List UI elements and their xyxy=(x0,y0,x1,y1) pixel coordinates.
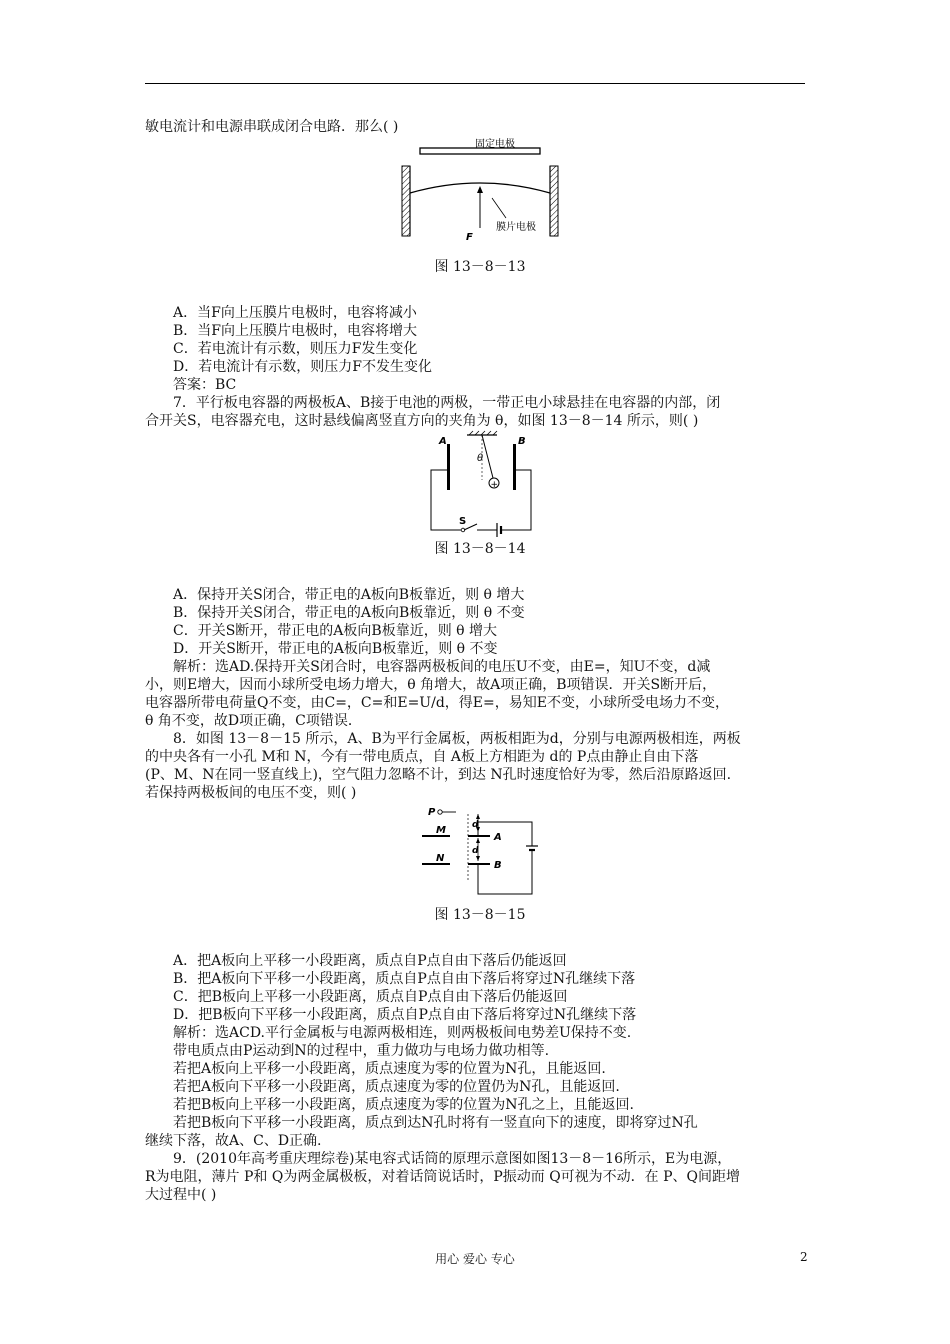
distance-d-upper: d xyxy=(472,820,479,830)
q6-option-d: D．若电流计有示数，则压力F不发生变化 xyxy=(173,359,432,375)
point-p xyxy=(438,810,442,814)
parallel-plates-diagram xyxy=(420,806,540,906)
q8-stem-3: (P、M、N在同一竖直线上)，空气阻力忽略不计，到达 N孔时速度恰好为零，然后沿原路返回. xyxy=(145,767,732,783)
q6-answer: 答案：BC xyxy=(173,377,237,393)
q8-option-d: D．把B板向下平移一小段距离，质点自P点自由下落后将穿过N孔继续下落 xyxy=(173,1007,637,1023)
switch-label: S xyxy=(459,516,467,527)
q7-option-a: A．保持开关S闭合，带正电的A板向B板靠近，则 θ 增大 xyxy=(173,587,525,603)
page-number: 2 xyxy=(800,1250,808,1264)
left-wall xyxy=(402,166,410,236)
caption-13-8-13: 图 13－8－13 xyxy=(434,259,526,275)
plate-a-label: A xyxy=(494,832,502,843)
q8-stem-2: 的中央各有一小孔 M和 N，今有一带电质点，自 A板上方相距为 d的 P点由静止自由下落 xyxy=(145,749,699,765)
q8-stem-1: 8．如图 13－8－15 所示，A、B为平行金属板，两板相距为d，分别与电源两极相连，两板 xyxy=(173,731,741,747)
q8-analysis-7: 继续下落，故A、C、D正确. xyxy=(145,1133,322,1149)
q7-option-d: D．开关S断开，带正电的A板向B板靠近，则 θ 不变 xyxy=(173,641,498,657)
figure-13-8-15 xyxy=(420,806,540,906)
q8-analysis-2: 带电质点由P运动到N的过程中，重力做功与电场力做功相等. xyxy=(173,1043,550,1059)
q8-option-b: B．把A板向下平移一小段距离，质点自P点自由下落后将穿过N孔继续下落 xyxy=(173,971,636,987)
page-footer: 用心 爱心 专心 xyxy=(435,1252,515,1266)
plate-n-label: N xyxy=(436,853,445,864)
header-rule xyxy=(145,83,805,84)
plate-a-label: A xyxy=(439,436,447,447)
membrane-label: 膜片电极 xyxy=(496,222,536,233)
plate-m-label: M xyxy=(436,825,446,836)
q8-option-a: A．把A板向上平移一小段距离，质点自P点自由下落后仍能返回 xyxy=(173,953,567,969)
figure-13-8-13 xyxy=(380,138,580,258)
intro-line: 敏电流计和电源串联成闭合电路．那么( ) xyxy=(145,119,399,135)
q8-option-c: C．把B板向上平移一小段距离，质点自P点自由下落后仍能返回 xyxy=(173,989,568,1005)
plus-sign: + xyxy=(490,480,499,490)
q7-analysis-1: 解析：选AD.保持开关S闭合时，电容器两极板间的电压U不变，由E=，知U不变，d减 xyxy=(173,659,711,675)
q8-stem-4: 若保持两极板间的电压不变，则( ) xyxy=(145,785,357,801)
q7-analysis-4: θ 角不变，故D项正确，C项错误． xyxy=(145,713,362,729)
plate-b xyxy=(513,444,516,490)
distance-d-lower: d xyxy=(472,846,479,856)
right-wall xyxy=(550,166,558,236)
plate-a xyxy=(447,444,450,490)
caption-13-8-14: 图 13－8－14 xyxy=(434,541,526,557)
q7-stem-1: 7．平行板电容器的两极板A、B接于电池的两极，一带正电小球悬挂在电容器的内部，闭 xyxy=(173,395,721,411)
q8-analysis-5: 若把B板向上平移一小段距离，质点速度为零的位置为N孔之上，且能返回. xyxy=(173,1097,634,1113)
fixed-electrode-label: 固定电极 xyxy=(475,139,515,150)
q8-analysis-6: 若把B板向下平移一小段距离，质点到达N孔时将有一竖直向下的速度，即将穿过N孔 xyxy=(173,1115,698,1131)
q6-option-b: B．当F向上压膜片电极时，电容将增大 xyxy=(173,323,418,339)
plate-b-label: B xyxy=(518,436,526,447)
q8-analysis-4: 若把A板向下平移一小段距离，质点速度为零的位置仍为N孔，且能返回. xyxy=(173,1079,620,1095)
capacitor-pendulum-diagram xyxy=(425,430,535,540)
q7-option-c: C．开关S断开，带正电的A板向B板靠近，则 θ 增大 xyxy=(173,623,498,639)
suspension-thread xyxy=(482,435,493,478)
plate-b-label: B xyxy=(494,860,502,871)
theta-label: θ xyxy=(477,453,484,464)
q6-option-c: C．若电流计有示数，则压力F发生变化 xyxy=(173,341,418,357)
figure-13-8-14 xyxy=(425,430,535,540)
q7-option-b: B．保持开关S闭合，带正电的A板向B板靠近，则 θ 不变 xyxy=(173,605,525,621)
q7-stem-2: 合开关S，电容器充电，这时悬线偏离竖直方向的夹角为 θ，如图 13－8－14 所示，则( ) xyxy=(145,413,699,429)
q6-option-a: A．当F向上压膜片电极时，电容将减小 xyxy=(173,305,417,321)
document-body xyxy=(145,118,815,1204)
caption-13-8-15: 图 13－8－15 xyxy=(434,907,526,923)
q8-analysis-3: 若把A板向上平移一小段距离，质点速度为零的位置为N孔，且能返回. xyxy=(173,1061,606,1077)
q7-analysis-2: 小，则E增大，因而小球所受电场力增大，θ 角增大，故A项正确，B项错误．开关S断开后， xyxy=(145,677,717,693)
q9-stem-2: R为电阻，薄片 P和 Q为两金属极板，对着话筒说话时，P振动而 Q可视为不动．在 P、Q间距增 xyxy=(145,1169,741,1185)
q8-analysis-1: 解析：选ACD.平行金属板与电源两极相连，则两极板间电势差U保持不变. xyxy=(173,1025,632,1041)
q9-stem-1: 9．(2010年高考重庆理综卷)某电容式话筒的原理示意图如图13－8－16所示，E为电源， xyxy=(173,1151,732,1167)
q7-analysis-3: 电容器所带电荷量Q不变，由C=，C=和E=U/d，得E=，易知E不变，小球所受电场力不变， xyxy=(145,695,729,711)
force-label: F xyxy=(466,232,473,243)
q9-stem-3: 大过程中( ) xyxy=(145,1187,217,1203)
membrane-electrode-diagram xyxy=(380,138,580,258)
point-p-label: P xyxy=(428,807,436,818)
